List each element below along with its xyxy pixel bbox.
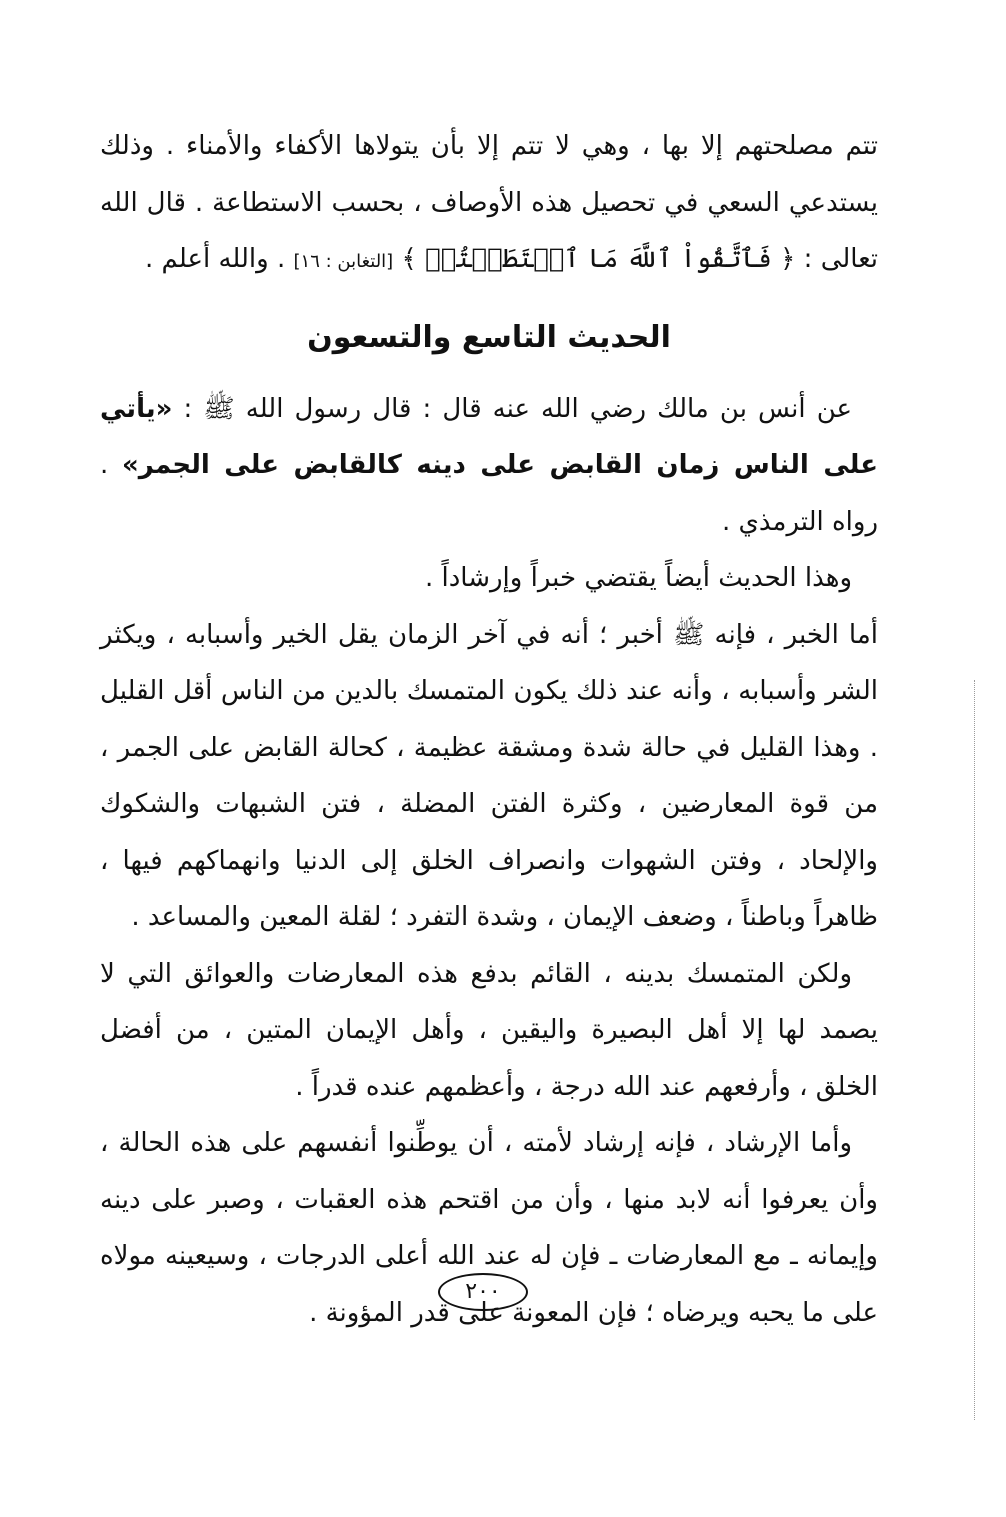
top-paragraph-closing: . والله أعلم . [145,244,286,274]
paragraph-3: ولكن المتمسك بدينه ، القائم بدفع هذه المعارضات والعوائق التي لا يصمد لها إلا أهل البصيرة واليقين ، وأهل الإيمان المتين ، من أفضل الخلق ، وأرفعهم عند الله درجة ، وأعظمهم عنده قدراً . [100,958,878,1102]
hadith-intro: عن أنس بن مالك رضي الله عنه قال : قال رسول الله ﷺ : [172,393,852,424]
section-heading: الحديث التاسع والتسعون [307,319,671,355]
hadith-paragraph [100,381,878,551]
paragraph-4: وأما الإرشاد ، فإنه إرشاد لأمته ، أن يوطِّنوا أنفسهم على هذه الحالة ، وأن يعرفوا أنه لابد منها ، وأن من اقتحم هذه العقبات ، وصبر على دينه وإيمانه ـ مع المعارضات ـ فإن له عند الله أعلى الدرجات ، وسيعينه مولاه على ما يحبه ويرضاه ؛ فإن المعونة على قدر المؤونة . [100,1128,878,1328]
page-body [100,118,878,1341]
page-number: ٢٠٠ [438,1273,528,1311]
hadith-text: «يأتي على الناس زمان القابض على دينه كالقابض على الجمر» [100,393,879,480]
paragraph-1: وهذا الحديث أيضاً يقتضي خبراً وإرشاداً . [424,563,852,593]
top-paragraph [100,118,878,291]
top-paragraph-text: تتم مصلحتهم إلا بها ، وهي لا تتم إلا بأن يتولاها الأكفاء والأمناء . وذلك يستدعي السعي في تحصيل هذه الأوصاف ، بحسب الاستطاعة . قال الله تعالى : [100,131,878,274]
page-edge-line [974,680,975,1420]
paragraph-2: أما الخبر ، فإنه ﷺ أخبر ؛ أنه في آخر الزمان يقل الخير وأسبابه ، ويكثر الشر وأسبابه ، وأنه عند ذلك يكون المتمسك بالدين من الناس أقل القليل . وهذا القليل في حالة شدة ومشقة عظيمة ، كحالة القابض على الجمر ، من قوة المعارضين ، وكثرة الفتن المضلة ، فتن الشبهات والشكوك والإلحاد ، وفتن الشهوات وانصراف الخلق إلى الدنيا وانهماكهم فيها ، ظاهراً وباطناً ، وضعف الإيمان ، وشدة التفرد ؛ لقلة المعين والمساعد . [100,619,878,932]
hadith-source: . رواه الترمذي . [100,450,878,537]
verse-reference: [التغابن : ١٦] [293,251,394,272]
quran-verse: ﴿ فَٱتَّقُواْ ٱللَّهَ مَا ٱسۡتَطَعۡتُمۡ ﴾ [401,244,796,274]
